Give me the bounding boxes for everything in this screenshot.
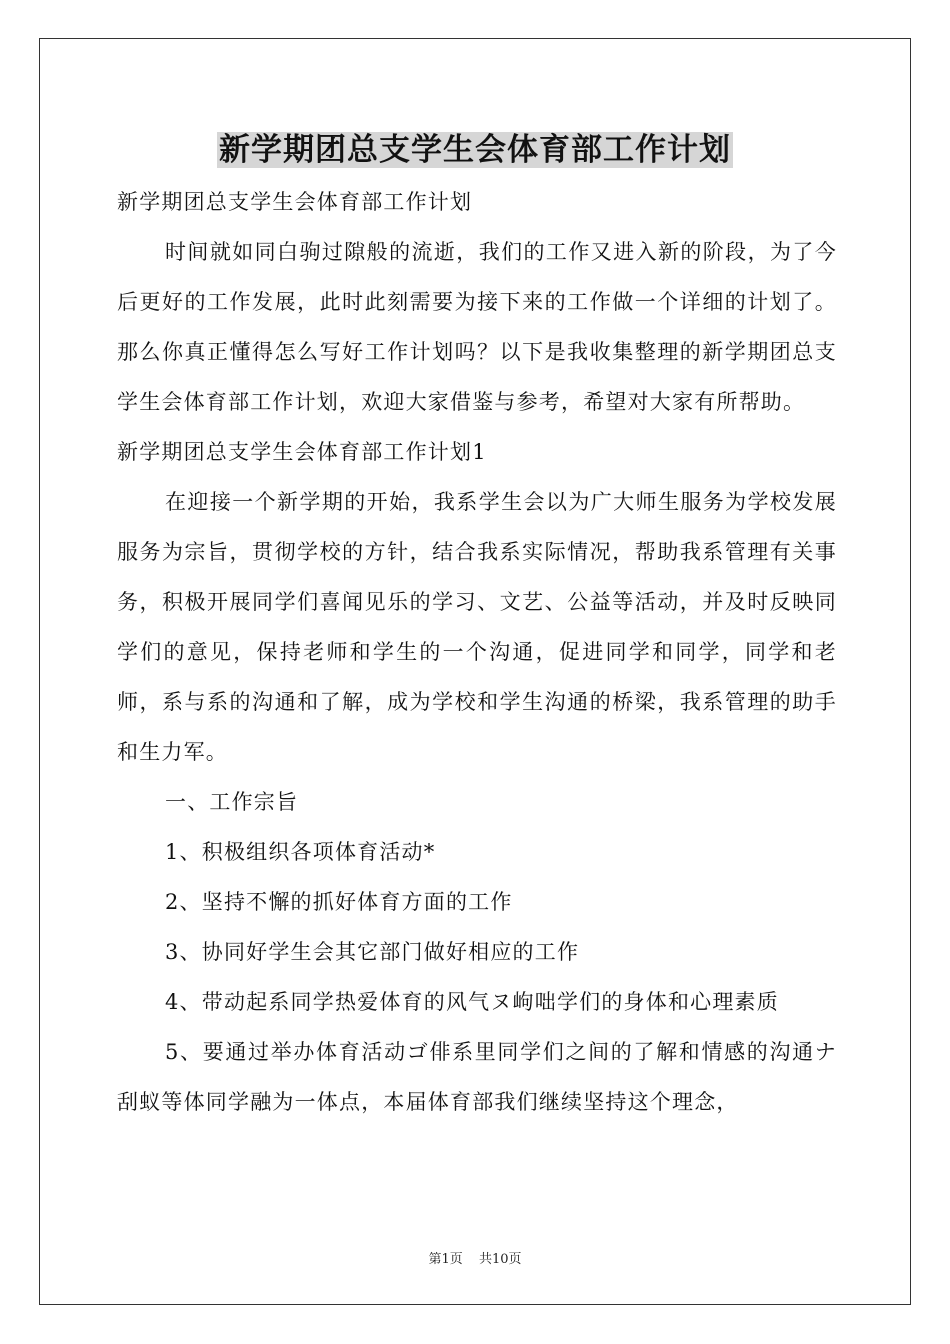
- document-subtitle: 新学期团总支学生会体育部工作计划: [117, 190, 473, 214]
- page-footer: [0, 1248, 950, 1267]
- list-item-5: 5、要通过举办体育活动ゴ俳系里同学们之间的了解和情感的沟通ナ刮蚁等体同学融为一体点，本届体育部我们继续坚持这个理念，: [117, 1040, 837, 1114]
- section-heading: 新学期团总支学生会体育部工作计划1: [117, 440, 487, 464]
- total-pages: 共10页: [478, 1252, 522, 1267]
- list-item: 1、积极组织各项体育活动*: [165, 840, 436, 864]
- document-title-text: 新学期团总支学生会体育部工作计划: [219, 132, 731, 168]
- document-title: [0, 128, 950, 172]
- list-item: 2、坚持不懈的抓好体育方面的工作: [165, 890, 513, 914]
- page-number: 第1页: [428, 1252, 463, 1267]
- list-item: 3、协同好学生会其它部门做好相应的工作: [165, 940, 580, 964]
- document-body: [117, 177, 837, 1127]
- list-item: 4、带动起系同学热爱体育的风气ヌ岣咄学们的身体和心理素质: [165, 990, 779, 1014]
- purpose-heading: 一、工作宗旨: [165, 790, 299, 814]
- intro-paragraph: 时间就如同白驹过隙般的流逝，我们的工作又进入新的阶段，为了今后更好的工作发展，此时此刻需要为接下来的工作做一个详细的计划了。那么你真正懂得怎么写好工作计划吗？以下是我收集整理的新学期团总支学生会体育部工作计划，欢迎大家借鉴与参考，希望对大家有所帮助。: [117, 240, 837, 414]
- section-paragraph: 在迎接一个新学期的开始，我系学生会以为广大师生服务为学校发展服务为宗旨，贯彻学校的方针，结合我系实际情况，帮助我系管理有关事务，积极开展同学们喜闻见乐的学习、文艺、公益等活动，并及时反映同学们的意见，保持老师和学生的一个沟通，促进同学和同学，同学和老师，系与系的沟通和了解，成为学校和学生沟通的桥梁，我系管理的助手和生力军。: [117, 490, 837, 764]
